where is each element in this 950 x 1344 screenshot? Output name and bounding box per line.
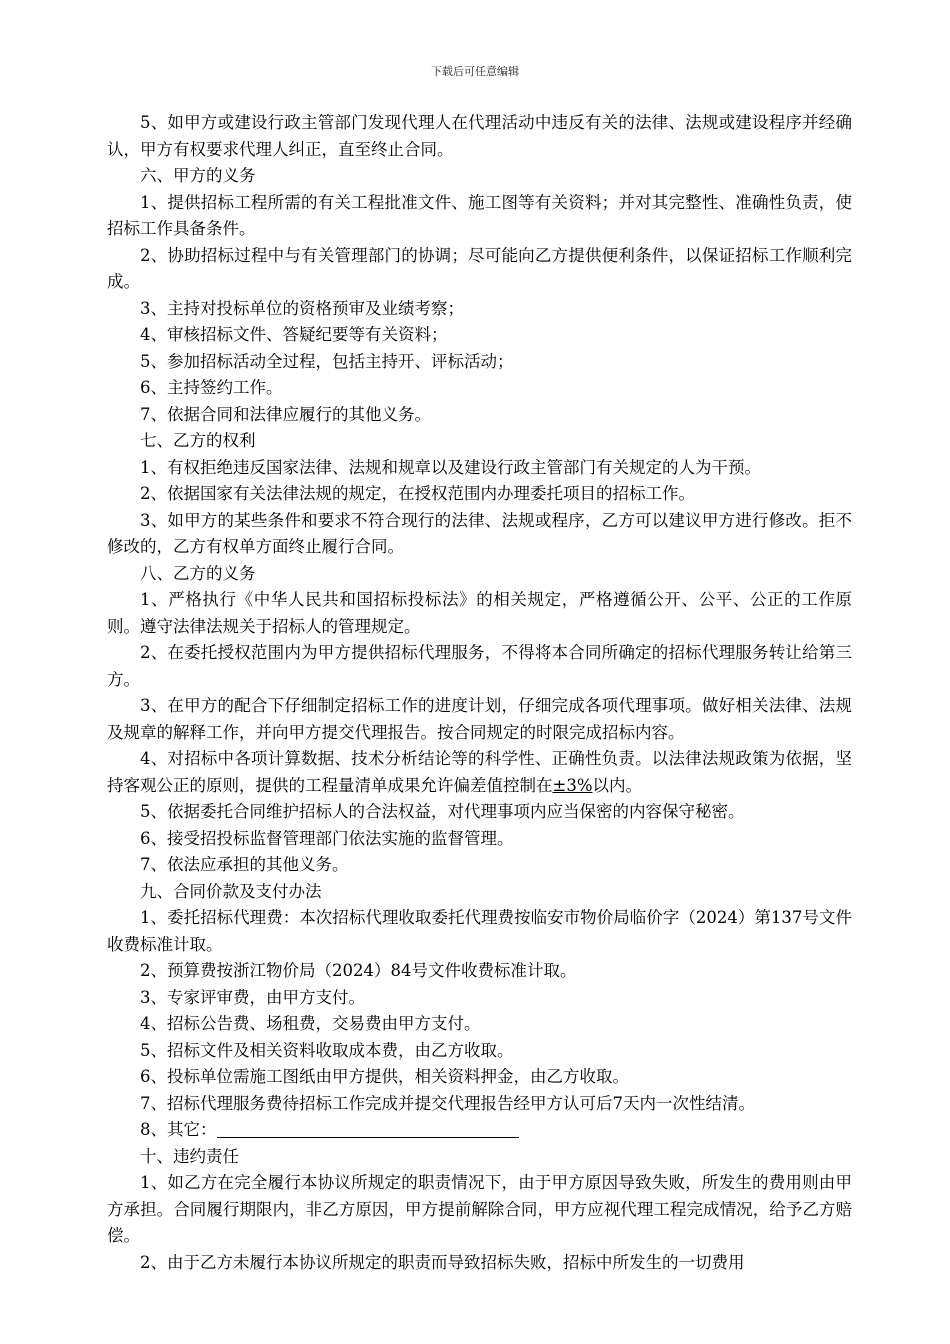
paragraph: 1、如乙方在完全履行本协议所规定的职责情况下，由于甲方原因导致失败，所发生的费用则由甲方承担。合同履行期限内，非乙方原因，甲方提前解除合同，甲方应视代理工程完成情况，给予乙方赔偿。 [107, 1173, 852, 1245]
paragraph [107, 746, 852, 799]
paragraph: 7、招标代理服务费待招标工作完成并提交代理报告经甲方认可后7天内一次性结清。 [140, 1093, 755, 1113]
paragraph: 2、预算费按浙江物价局（2024）84号文件收费标准计取。 [140, 961, 577, 980]
tolerance-value: ±3% [552, 775, 593, 795]
document-body [107, 110, 852, 1276]
paragraph-text: 8、其它： [140, 1120, 217, 1139]
fill-in-blank[interactable] [217, 1119, 519, 1138]
section-heading: 八、乙方的义务 [140, 563, 256, 583]
paragraph: 6、接受招投标监督管理部门依法实施的监督管理。 [140, 828, 514, 848]
paragraph: 3、如甲方的某些条件和要求不符合现行的法律、法规或程序，乙方可以建议甲方进行修改。拒不修改的，乙方有权单方面终止履行合同。 [107, 510, 852, 556]
section-heading: 十、违约责任 [140, 1146, 239, 1166]
paragraph: 5、如甲方或建设行政主管部门发现代理人在代理活动中违反有关的法律、法规或建设程序并经确认，甲方有权要求代理人纠正，直至终止合同。 [107, 113, 852, 159]
section-heading: 六、甲方的义务 [140, 166, 256, 185]
paragraph: 2、由于乙方未履行本协议所规定的职责而导致招标失败，招标中所发生的一切费用 [140, 1252, 745, 1272]
paragraph: 2、依据国家有关法律法规的规定，在授权范围内办理委托项目的招标工作。 [140, 484, 695, 503]
paragraph [107, 1117, 852, 1144]
paragraph: 1、提供招标工程所需的有关工程批准文件、施工图等有关资料；并对其完整性、准确性负责，使招标工作具备条件。 [107, 192, 852, 238]
section-heading: 九、合同价款及支付办法 [140, 881, 322, 901]
paragraph: 3、专家评审费，由甲方支付。 [140, 987, 365, 1007]
paragraph: 5、参加招标活动全过程，包括主持开、评标活动； [140, 351, 514, 371]
paragraph: 5、依据委托合同维护招标人的合法权益，对代理事项内应当保密的内容保守秘密。 [140, 802, 745, 821]
paragraph: 6、投标单位需施工图纸由甲方提供，相关资料押金，由乙方收取。 [140, 1067, 629, 1086]
paragraph: 1、严格执行《中华人民共和国招标投标法》的相关规定，严格遵循公开、公平、公正的工作原则。遵守法律法规关于招标人的管理规定。 [107, 590, 852, 636]
paragraph: 4、审核招标文件、答疑纪要等有关资料； [140, 325, 448, 344]
paragraph: 5、招标文件及相关资料收取成本费，由乙方收取。 [140, 1040, 514, 1060]
paragraph: 1、有权拒绝违反国家法律、法规和规章以及建设行政主管部门有关规定的人为干预。 [140, 457, 761, 477]
paragraph: 3、主持对投标单位的资格预审及业绩考察； [140, 298, 464, 318]
header-note: 下载后可任意编辑 [431, 65, 519, 78]
paragraph: 1、委托招标代理费：本次招标代理收取委托代理费按临安市物价局临价字（2024）第137号文件收费标准计取。 [107, 908, 852, 954]
paragraph: 2、在委托授权范围内为甲方提供招标代理服务，不得将本合同所确定的招标代理服务转让给第三方。 [107, 643, 852, 689]
paragraph: 7、依据合同和法律应履行的其他义务。 [140, 404, 431, 424]
paragraph: 6、主持签约工作。 [140, 378, 283, 397]
paragraph-text: 4、对招标中各项计算数据、技术分析结论等的科学性、正确性负责。以法律法规政策为依据，坚持客观公正的原则，提供的工程量清单成果允许偏差值控制在 [107, 749, 852, 795]
paragraph: 4、招标公告费、场租费，交易费由甲方支付。 [140, 1014, 481, 1033]
paragraph: 7、依法应承担的其他义务。 [140, 855, 349, 874]
paragraph: 3、在甲方的配合下仔细制定招标工作的进度计划，仔细完成各项代理事项。做好相关法律、法规及规章的解释工作，并向甲方提交代理报告。按合同规定的时限完成招标内容。 [107, 696, 852, 742]
paragraph: 2、协助招标过程中与有关管理部门的协调；尽可能向乙方提供便利条件，以保证招标工作顺利完成。 [107, 245, 852, 291]
paragraph-text: 以内。 [592, 775, 643, 795]
section-heading: 七、乙方的权利 [140, 431, 256, 450]
